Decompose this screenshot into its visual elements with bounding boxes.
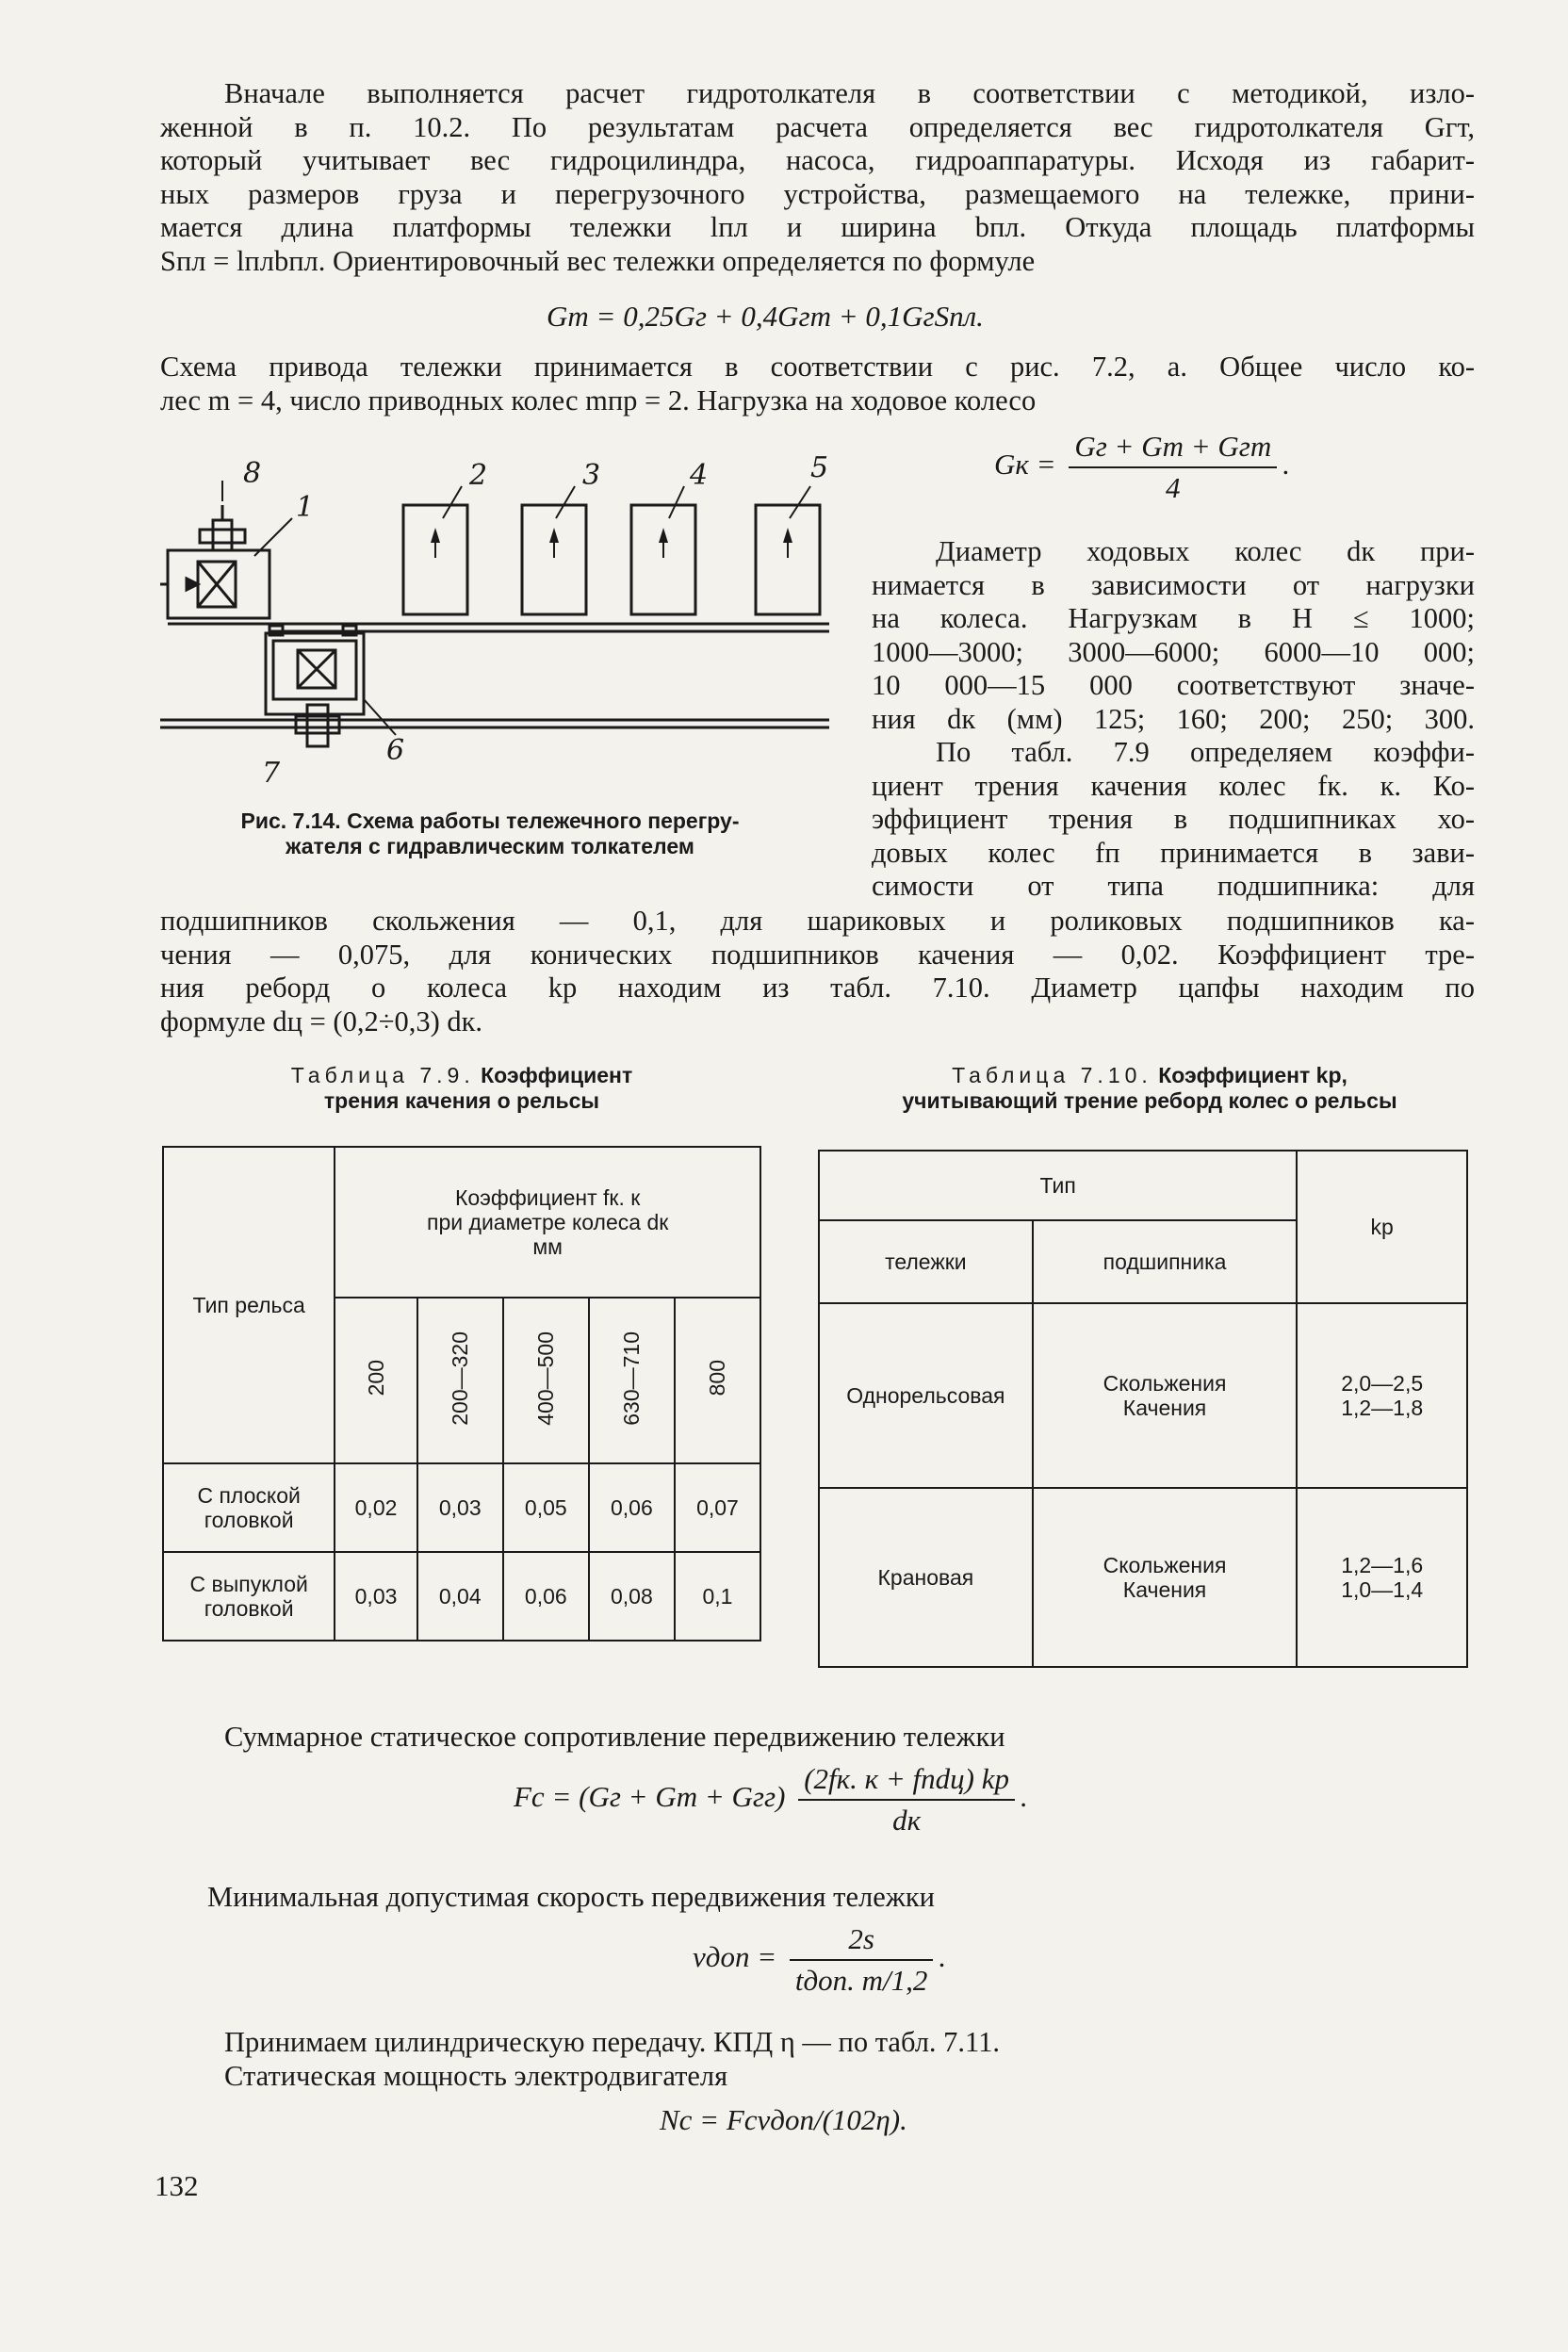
- fraction-numerator: (2fк. к + fпdц) kр: [798, 1762, 1015, 1801]
- table-cell-kp: [1297, 1488, 1467, 1667]
- diameter-value: 400—500: [533, 1331, 559, 1426]
- header-coef-line: мм: [532, 1234, 563, 1259]
- text-line: циент трения качения колес fк. к. Ко-: [872, 769, 1475, 802]
- text-line: ния dк (мм) 125; 160; 200; 250; 300.: [872, 702, 1475, 735]
- intro-paragraph: [160, 77, 1475, 278]
- fraction-denominator: 4: [1166, 471, 1181, 504]
- formula-resistance: [514, 1762, 1028, 1838]
- diameter-header: [675, 1298, 760, 1463]
- fraction: [1069, 430, 1277, 505]
- figure-label-6: 6: [386, 734, 405, 767]
- table-cell: 0,03: [335, 1552, 416, 1641]
- table-title-bold: Коэффициент: [481, 1063, 633, 1087]
- diameter-value: 200—320: [448, 1331, 473, 1426]
- fraction: [790, 1922, 934, 1998]
- diameter-value: 200: [364, 1360, 389, 1396]
- table-cell: 0,1: [675, 1552, 760, 1641]
- page-number: 132: [155, 2169, 199, 2202]
- text-line: По табл. 7.9 определяем коэффи-: [936, 736, 1475, 768]
- diameter-header: [417, 1298, 503, 1463]
- formula-lhs: vдоп =: [693, 1940, 777, 1974]
- table-7-9-title: [160, 1063, 763, 1114]
- formula-tail: .: [939, 1940, 947, 1974]
- fraction-numerator: 2s: [790, 1922, 934, 1961]
- text-line: довых колес fп принимается в зави-: [872, 836, 1475, 869]
- table-7-9: [162, 1146, 761, 1642]
- kp-value: 1,0—1,4: [1341, 1577, 1424, 1602]
- speed-paragraph: [207, 1881, 1338, 1915]
- formula-lhs: Fс = (Gг + Gт + Gгг): [514, 1780, 786, 1814]
- resistance-paragraph: [224, 1721, 1355, 1755]
- text-line: Принимаем цилиндрическую передачу. КПД η — по табл. 7.11.: [224, 2026, 1001, 2058]
- table-7-10-title: [820, 1063, 1479, 1114]
- header-coef-line: при диаметре колеса dк: [427, 1210, 669, 1234]
- table-title-bold: Коэффициент kр,: [1158, 1063, 1348, 1087]
- table-cell-cart: Крановая: [819, 1488, 1033, 1667]
- formula-speed: [693, 1922, 946, 1998]
- table-cell-cart: Однорельсовая: [819, 1303, 1033, 1488]
- bearing-type: Качения: [1122, 1577, 1207, 1602]
- figure-caption: [160, 808, 820, 859]
- text-line: Статическая мощность электродвигателя: [224, 2059, 728, 2092]
- text-line: формуле dц = (0,2÷0,3) dк.: [160, 1004, 483, 1037]
- header-coef-line: Коэффициент fк. к: [454, 1185, 641, 1210]
- text-line: эффициент трения в подшипниках хо-: [872, 803, 1475, 835]
- text-line: ных размеров груза и перегрузочного устройства, размещаемого на тележке, прини-: [160, 177, 1475, 210]
- text-line: нимается в зависимости от нагрузки: [872, 568, 1475, 601]
- formula-tail: .: [1282, 448, 1291, 482]
- table-cell-rail-type: С выпуклой головкой: [163, 1552, 335, 1641]
- table-cell: 0,04: [417, 1552, 503, 1641]
- formula-power: Nс = Fсvдоп/(102η).: [660, 2103, 907, 2136]
- text-line: чения — 0,075, для конических подшипников качения — 0,02. Коэффициент тре-: [160, 938, 1475, 971]
- formula-lhs: Gк =: [994, 448, 1056, 482]
- header-rail-type: Тип рельса: [163, 1147, 335, 1463]
- text-line: подшипников скольжения — 0,1, для шариковых и роликовых подшипников ка-: [160, 905, 1475, 937]
- text-line: который учитывает вес гидроцилиндра, насоса, гидроаппаратуры. Исходя из габарит-: [160, 144, 1475, 176]
- text-line: симости от типа подшипника: для: [872, 870, 1475, 902]
- bearing-type: Качения: [1122, 1396, 1207, 1420]
- kp-value: 1,2—1,8: [1341, 1396, 1424, 1420]
- diameter-header: [335, 1298, 416, 1463]
- diameter-header: [503, 1298, 589, 1463]
- header-coef: [335, 1147, 760, 1298]
- text-line: мается длина платформы тележки lпл и ширина bпл. Откуда площадь платформы: [160, 211, 1475, 243]
- text-line: Схема привода тележки принимается в соответствии с рис. 7.2, а. Общее число ко-: [160, 351, 1475, 383]
- formula-tail: .: [1021, 1780, 1028, 1814]
- table-cell: 0,03: [417, 1463, 503, 1552]
- figure-label-2: 2: [469, 459, 488, 492]
- table-title-bold: трения качения о рельсы: [323, 1088, 600, 1113]
- text-line: 10 000—15 000 соответствуют значе-: [872, 669, 1475, 701]
- table-number: Таблица 7.10.: [952, 1063, 1152, 1087]
- table-cell-bearing: [1033, 1488, 1298, 1667]
- text-line: лес m = 4, число приводных колес mпр = 2. Нагрузка на ходовое колесо: [160, 384, 1037, 416]
- bearing-type: Скольжения: [1102, 1553, 1227, 1577]
- fraction-denominator: dк: [892, 1804, 922, 1837]
- table-cell: 0,05: [503, 1463, 589, 1552]
- caption-line: жателя с гидравлическим толкателем: [286, 834, 694, 858]
- power-paragraph: [224, 2026, 1308, 2093]
- figure-diagram: [160, 452, 839, 792]
- figure-label-5: 5: [810, 452, 829, 484]
- table-cell-rail-type: С плоской головкой: [163, 1463, 335, 1552]
- table-cell: 0,08: [589, 1552, 675, 1641]
- figure-label-4: 4: [690, 459, 709, 492]
- fraction-numerator: Gг + Gт + Gгт: [1069, 430, 1277, 468]
- table-cell: 0,07: [675, 1463, 760, 1552]
- text-line: на колеса. Нагрузкам в H ≤ 1000;: [872, 602, 1475, 634]
- table-title-bold: учитывающий трение реборд колес о рельсы: [902, 1088, 1397, 1113]
- text-line: Sпл = lплbпл. Ориентировочный вес тележки определяется по формуле: [160, 244, 1036, 277]
- text-line: ния реборд о колеса kр находим из табл. 7.10. Диаметр цапфы находим по: [160, 972, 1475, 1004]
- figure-label-7: 7: [262, 757, 281, 790]
- caption-line: Рис. 7.14. Схема работы тележечного перегру-: [240, 808, 740, 833]
- fraction-denominator: tдоп. т/1,2: [794, 1964, 928, 1997]
- header-bearing: подшипника: [1033, 1220, 1298, 1303]
- table-number: Таблица 7.9.: [290, 1063, 475, 1087]
- formula-wheel-load: [994, 430, 1290, 505]
- text-line: Суммарное статическое сопротивление передвижению тележки: [224, 1721, 1005, 1753]
- table-cell: 0,02: [335, 1463, 416, 1552]
- table-cell-kp: [1297, 1303, 1467, 1488]
- table-cell: 0,06: [589, 1463, 675, 1552]
- kp-value: 2,0—2,5: [1341, 1371, 1424, 1396]
- fraction: [798, 1762, 1015, 1838]
- drive-scheme-paragraph: [160, 351, 1475, 417]
- text-line: 1000—3000; 3000—6000; 6000—10 000;: [872, 635, 1475, 668]
- diameter-header: [589, 1298, 675, 1463]
- header-cart: тележки: [819, 1220, 1033, 1303]
- bearing-friction-paragraph: [160, 905, 1475, 1038]
- text-line: Вначале выполняется расчет гидротолкателя в соответствии с методикой, изло-: [224, 77, 1475, 109]
- figure-label-1: 1: [296, 491, 315, 524]
- formula-cart-weight: Gт = 0,25Gг + 0,4Gгт + 0,1GгSпл.: [547, 300, 984, 333]
- table-7-10: [818, 1150, 1468, 1668]
- table-cell: 0,06: [503, 1552, 589, 1641]
- kp-value: 1,2—1,6: [1341, 1553, 1424, 1577]
- figure-label-3: 3: [582, 459, 601, 492]
- diameter-value: 630—710: [619, 1331, 645, 1426]
- table-cell-bearing: [1033, 1303, 1298, 1488]
- bearing-type: Скольжения: [1102, 1371, 1227, 1396]
- text-line: женной в п. 10.2. По результатам расчета определяется вес гидротолкателя Gгт,: [160, 110, 1475, 143]
- wheel-diameter-paragraph: [872, 535, 1475, 904]
- diameter-value: 800: [705, 1360, 730, 1396]
- text-line: Минимальная допустимая скорость передвижения тележки: [207, 1881, 935, 1913]
- header-type: Тип: [819, 1151, 1297, 1220]
- header-kp: kр: [1297, 1151, 1467, 1303]
- text-line: Диаметр ходовых колес dк при-: [936, 535, 1475, 567]
- figure-label-8: 8: [243, 457, 262, 490]
